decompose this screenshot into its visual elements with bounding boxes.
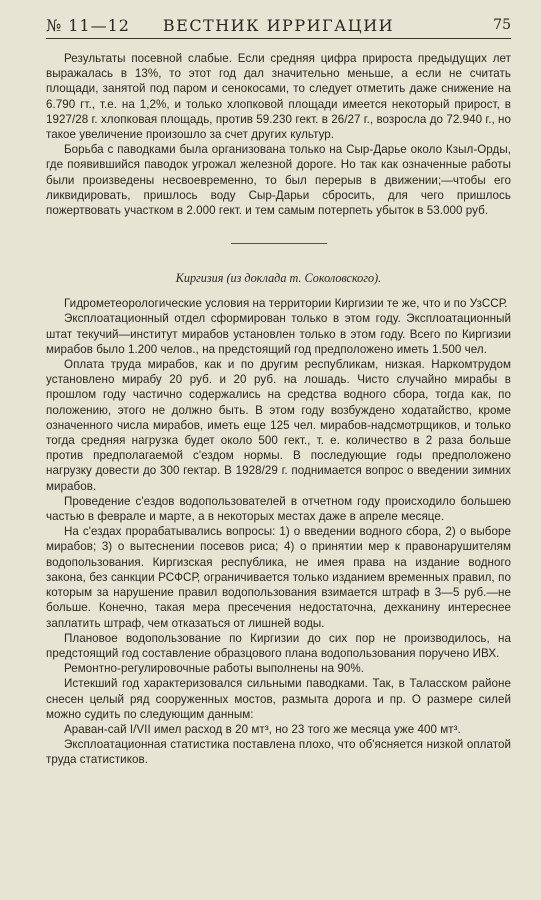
paragraph: Эксплоатационная статистика поставлена плохо, что об'ясняется низкой оплатой труда статистиков.: [46, 738, 511, 767]
paragraph: Борьба с паводками была организована только на Сыр-Дарье около Кзыл-Орды, где появившийся паводок угрожал железной дороге. Но так как означенные работы были произведены несвоевременно, то был перерыв в движении;—чтобы его ликвидировать, пришлось воду Сыр-Дарьи сбросить, для чего пришлось пожертвовать участком в 2.000 гект. и тем самым потерпеть убыток в 53.000 руб.: [46, 143, 511, 218]
journal-title: ВЕСТНИК ИРРИГАЦИИ: [162, 16, 395, 35]
paragraph: Араван-сай I/VII имел расход в 20 мт³, но 23 того же месяца уже 400 мт³.: [64, 722, 461, 736]
paragraph: Гидрометеорологические условия на территории Киргизии те же, что и по УзССР.: [64, 297, 508, 311]
page-number: 75: [493, 17, 511, 33]
intro-text: [46, 51, 511, 218]
paragraph: Ремонтно-регулировочные работы выполнены на 90%.: [64, 662, 365, 676]
section-body: [46, 296, 511, 767]
paragraph: Эксплоатационный отдел сформирован только в этом году. Эксплоатационный штат текучий—институт мирабов установлен только в этом году. Всего по Киргизии мирабов было 1.200 челов., на предстоящий год предположено иметь 1.500 чел.: [46, 312, 511, 356]
paragraph: Проведение с'ездов водопользователей в отчетном году происходило большею частью в феврале и марте, а в некоторых местах даже в апреле месяце.: [46, 494, 511, 524]
paragraph: Результаты посевной слабые. Если средняя цифра прироста предыдущих лет выражалась в 13%, то этот год дал значительно меньше, а если не считать площади, занятой под паром и сенокосами, то следует отметить даже снижение на 6.790 гт., т.е. на 1,2%, и только хлопковой площади имеется некоторый прирост, в 1927/28 г. хлопковая площадь, против 59.230 гект. в 26/27 г., возросла до 72.940 г., но такое увеличение произошло за счет других культур.: [46, 52, 511, 142]
issue-number: № 11—12: [46, 16, 130, 35]
paragraph: Оплата труда мирабов, как и по другим республикам, низкая. Наркомтрудом установлено мирабу 20 руб. и 20 руб. на лошадь. Чисто случайно мирабы в прошлом году частично содержались на средства водного сбора, тогда как, по положению, этого не должно быть. В этом году возбуждено ходатайство, кроме означенного числа мирабов, иметь еще 125 чел. мирабов-надсмотрщиков, и только тогда средняя нагрузка будет около 500 гект., т. е. количество в 2 раза больше против предполагаемой с'ездом нормы. В последующие годы предположено нагрузку довести до 300 гектар. В 1928/29 г. поднимается вопрос о введении зимних мирабов.: [46, 358, 511, 493]
section-divider: [231, 243, 327, 244]
section-title: Киргизия (из доклада т. Соколовского).: [175, 271, 382, 286]
running-header: [46, 14, 511, 39]
paragraph: На с'ездах прорабатывались вопросы: 1) о введении водного сбора, 2) о выборе мирабов; 3) о вытеснении посевов риса; 4) о принятии мер к правонарушителям водопользования. Киргизская республика, не имея права на издание водного закона, без санкции РСФСР, ограничивается только изданием временных правил, по которым за нарушение правил водопользования взимается штраф в 3—5 руб.—не больше. Конечно, такая мера пресечения недостаточна, дехканину интереснее заплатить штраф, чем отказаться от лишней воды.: [46, 525, 511, 630]
paragraph: Плановое водопользование по Киргизии до сих пор не производилось, на предстоящий год составление образцового плана водопользования поручено ИВХ.: [46, 631, 511, 660]
paragraph: Истекший год характеризовался сильными паводками. Так, в Таласском районе снесен целый ряд сооруженных мостов, размыта дорога и пр. О размере силей можно судить по следующим данным:: [46, 677, 511, 721]
